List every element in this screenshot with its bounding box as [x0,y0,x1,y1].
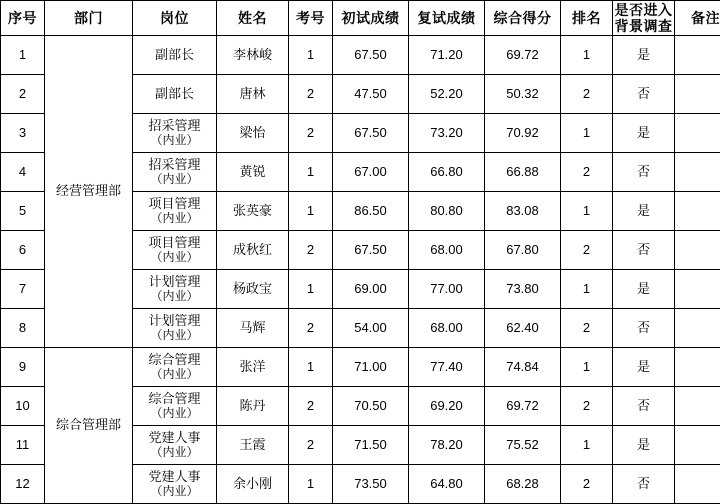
cell-second-score: 77.40 [409,348,485,387]
cell-remark [675,153,720,192]
cell-index: 12 [1,465,45,504]
cell-name: 李林峻 [217,36,289,75]
cell-post-line2: （内业） [133,212,216,226]
cell-name: 陈丹 [217,387,289,426]
column-header-remark: 备注 [675,1,720,36]
column-header-total-score: 综合得分 [485,1,561,36]
cell-exam-number: 2 [289,75,333,114]
cell-total-score: 83.08 [485,192,561,231]
cell-post-line2: （内业） [133,134,216,148]
cell-remark [675,348,720,387]
cell-total-score: 67.80 [485,231,561,270]
cell-post-line2: （内业） [133,173,216,187]
cell-post-line1: 党建人事 [148,469,200,484]
cell-first-score: 73.50 [333,465,409,504]
cell-exam-number: 1 [289,153,333,192]
cell-remark [675,36,720,75]
cell-index: 9 [1,348,45,387]
cell-rank: 1 [561,426,613,465]
cell-remark [675,75,720,114]
cell-remark [675,192,720,231]
cell-index: 10 [1,387,45,426]
cell-post [133,114,217,153]
cell-background-check: 否 [613,309,675,348]
cell-first-score: 70.50 [333,387,409,426]
cell-remark [675,426,720,465]
cell-background-check: 否 [613,387,675,426]
cell-first-score: 67.50 [333,114,409,153]
cell-first-score: 71.50 [333,426,409,465]
cell-total-score: 66.88 [485,153,561,192]
cell-total-score: 68.28 [485,465,561,504]
table-body [1,36,720,504]
cell-exam-number: 2 [289,387,333,426]
cell-total-score: 50.32 [485,75,561,114]
cell-rank: 2 [561,75,613,114]
cell-exam-number: 2 [289,231,333,270]
column-header-background-check [613,1,675,36]
column-header-first-score: 初试成绩 [333,1,409,36]
cell-name: 梁怡 [217,114,289,153]
cell-rank: 2 [561,465,613,504]
cell-name: 黄锐 [217,153,289,192]
cell-rank: 1 [561,114,613,153]
cell-background-check: 是 [613,270,675,309]
cell-first-score: 67.50 [333,231,409,270]
cell-index: 4 [1,153,45,192]
cell-rank: 1 [561,270,613,309]
cell-second-score: 68.00 [409,309,485,348]
cell-name: 唐林 [217,75,289,114]
cell-first-score: 67.50 [333,36,409,75]
column-header-index: 序号 [1,1,45,36]
cell-rank: 1 [561,192,613,231]
cell-department: 经营管理部 [45,36,133,348]
cell-index: 11 [1,426,45,465]
cell-rank: 1 [561,36,613,75]
cell-background-check: 是 [613,426,675,465]
cell-post-line1: 计划管理 [148,313,200,328]
cell-post [133,465,217,504]
cell-rank: 2 [561,153,613,192]
cell-post [133,153,217,192]
cell-post-line1: 项目管理 [148,196,200,211]
cell-background-check: 否 [613,75,675,114]
cell-total-score: 69.72 [485,36,561,75]
cell-post-line1: 综合管理 [148,391,200,406]
column-header-department: 部门 [45,1,133,36]
cell-post-line1: 副部长 [155,86,194,101]
cell-exam-number: 1 [289,270,333,309]
cell-exam-number: 1 [289,192,333,231]
cell-second-score: 66.80 [409,153,485,192]
cell-post-line2: （内业） [133,290,216,304]
cell-remark [675,270,720,309]
cell-post [133,270,217,309]
cell-exam-number: 1 [289,348,333,387]
cell-post [133,348,217,387]
cell-post-line1: 项目管理 [148,235,200,250]
cell-index: 6 [1,231,45,270]
cell-first-score: 47.50 [333,75,409,114]
cell-index: 8 [1,309,45,348]
cell-total-score: 73.80 [485,270,561,309]
cell-post-line2: （内业） [133,485,216,499]
cell-rank: 2 [561,231,613,270]
cell-index: 1 [1,36,45,75]
cell-index: 2 [1,75,45,114]
cell-post [133,231,217,270]
cell-second-score: 77.00 [409,270,485,309]
cell-post-line1: 招采管理 [148,157,200,172]
cell-post [133,192,217,231]
cell-total-score: 62.40 [485,309,561,348]
cell-post-line1: 综合管理 [148,352,200,367]
cell-remark [675,387,720,426]
cell-name: 马辉 [217,309,289,348]
cell-post-line1: 计划管理 [148,274,200,289]
table-header-row [1,1,720,36]
cell-name: 成秋红 [217,231,289,270]
cell-second-score: 73.20 [409,114,485,153]
cell-total-score: 70.92 [485,114,561,153]
cell-rank: 2 [561,309,613,348]
cell-post-line2: （内业） [133,329,216,343]
cell-name: 王霞 [217,426,289,465]
cell-index: 5 [1,192,45,231]
cell-total-score: 75.52 [485,426,561,465]
cell-post [133,75,217,114]
cell-first-score: 69.00 [333,270,409,309]
cell-post-line2: （内业） [133,407,216,421]
cell-exam-number: 2 [289,309,333,348]
cell-second-score: 80.80 [409,192,485,231]
cell-index: 7 [1,270,45,309]
cell-department: 综合管理部 [45,348,133,504]
cell-remark [675,114,720,153]
cell-post-line2: （内业） [133,368,216,382]
cell-exam-number: 2 [289,114,333,153]
column-header-background-check-line2: 背景调查 [613,18,674,34]
table-row [1,348,720,387]
cell-total-score: 74.84 [485,348,561,387]
cell-post-line1: 副部长 [155,47,194,62]
cell-index: 3 [1,114,45,153]
column-header-rank: 排名 [561,1,613,36]
cell-name: 张英豪 [217,192,289,231]
cell-rank: 2 [561,387,613,426]
column-header-exam-number: 考号 [289,1,333,36]
column-header-post: 岗位 [133,1,217,36]
cell-post-line2: （内业） [133,446,216,460]
cell-remark [675,465,720,504]
cell-post [133,309,217,348]
cell-total-score: 69.72 [485,387,561,426]
cell-remark [675,309,720,348]
cell-name: 张洋 [217,348,289,387]
cell-background-check: 否 [613,153,675,192]
cell-name: 余小刚 [217,465,289,504]
cell-background-check: 是 [613,114,675,153]
table-header [1,1,720,36]
cell-post [133,36,217,75]
cell-second-score: 71.20 [409,36,485,75]
cell-second-score: 68.00 [409,231,485,270]
cell-background-check: 是 [613,192,675,231]
cell-background-check: 否 [613,465,675,504]
cell-first-score: 71.00 [333,348,409,387]
cell-post-line1: 招采管理 [148,118,200,133]
cell-post-line1: 党建人事 [148,430,200,445]
cell-rank: 1 [561,348,613,387]
cell-background-check: 否 [613,231,675,270]
cell-exam-number: 1 [289,36,333,75]
column-header-name: 姓名 [217,1,289,36]
column-header-background-check-line1: 是否进入 [613,2,674,18]
cell-second-score: 64.80 [409,465,485,504]
cell-post [133,387,217,426]
cell-first-score: 86.50 [333,192,409,231]
column-header-second-score: 复试成绩 [409,1,485,36]
cell-second-score: 78.20 [409,426,485,465]
cell-post [133,426,217,465]
cell-background-check: 是 [613,36,675,75]
cell-name: 杨政宝 [217,270,289,309]
cell-remark [675,231,720,270]
cell-background-check: 是 [613,348,675,387]
cell-second-score: 69.20 [409,387,485,426]
cell-post-line2: （内业） [133,251,216,265]
cell-first-score: 54.00 [333,309,409,348]
cell-exam-number: 2 [289,426,333,465]
cell-second-score: 52.20 [409,75,485,114]
cell-first-score: 67.00 [333,153,409,192]
cell-exam-number: 1 [289,465,333,504]
table-row [1,36,720,75]
